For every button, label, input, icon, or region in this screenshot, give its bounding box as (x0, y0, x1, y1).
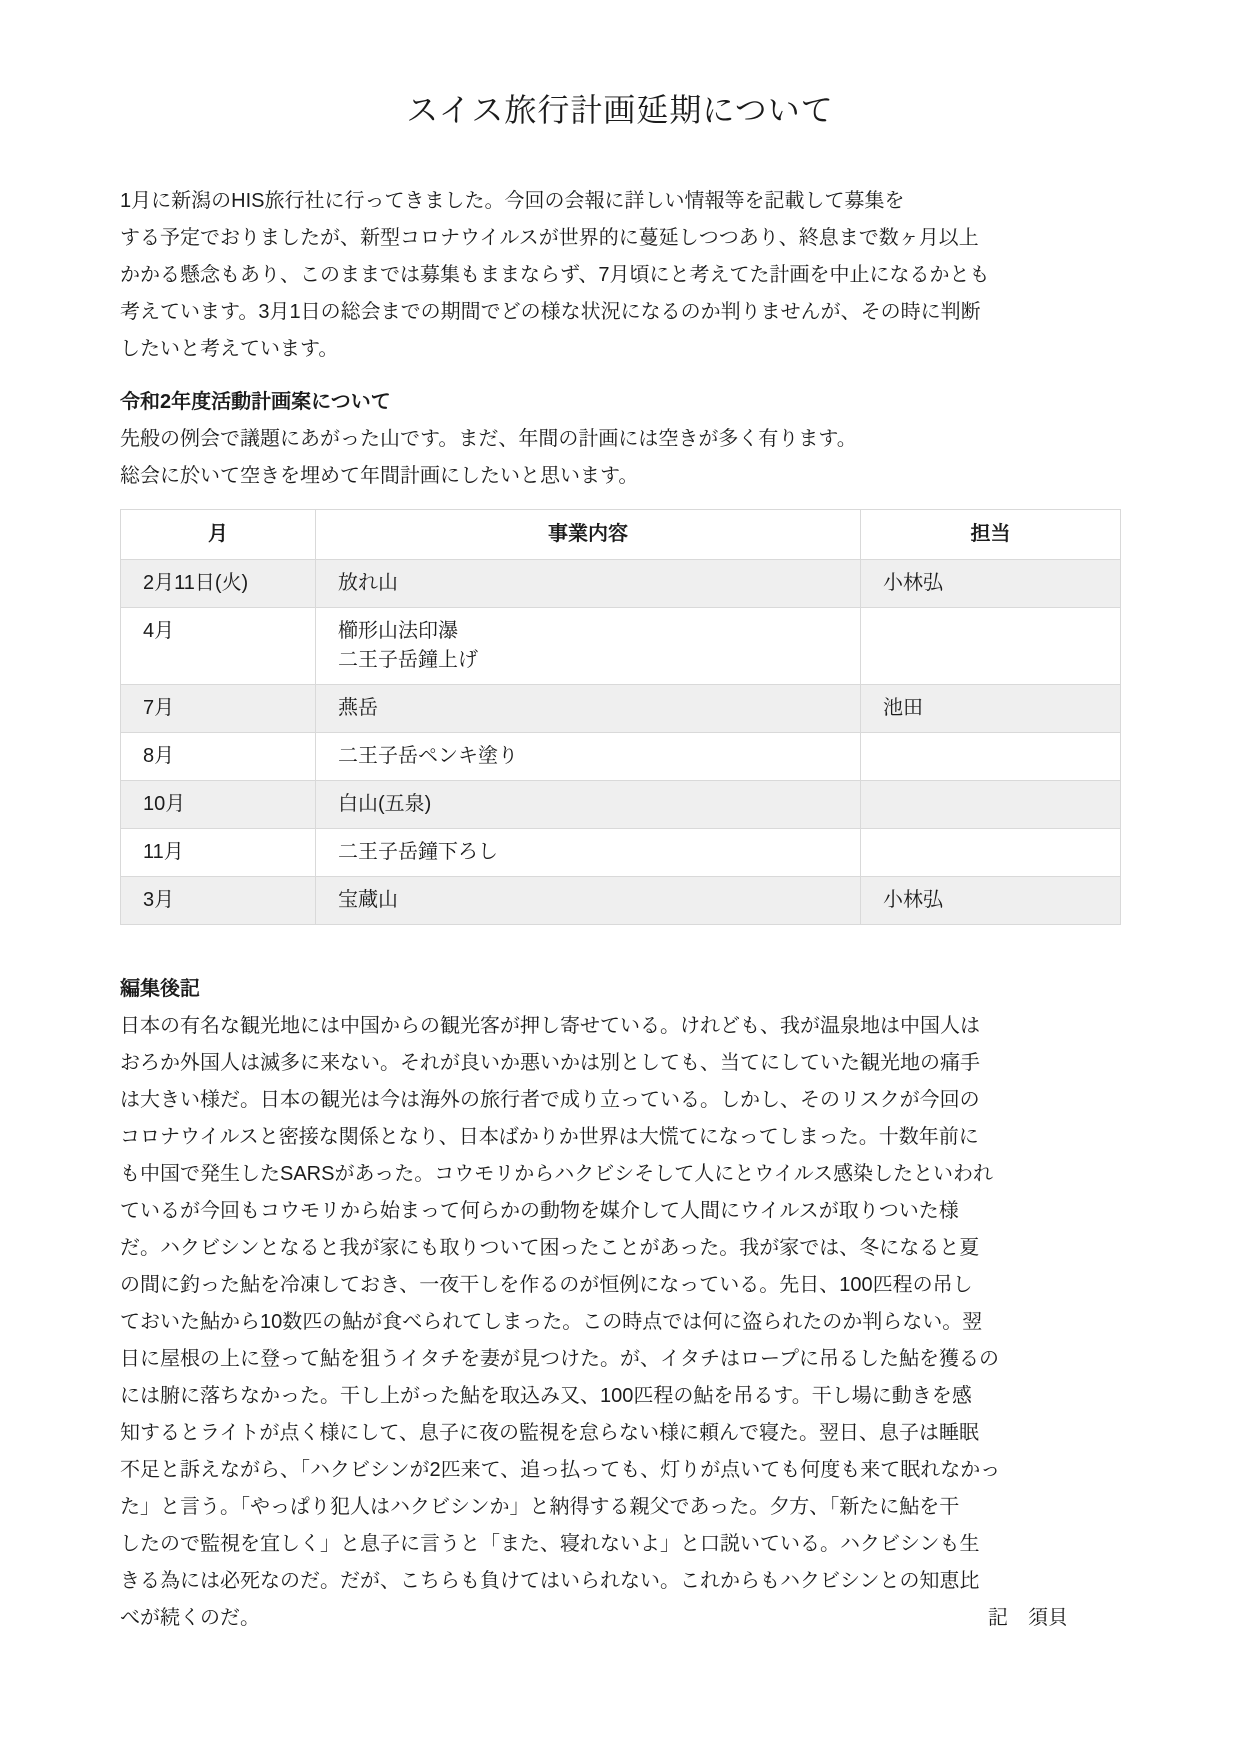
postscript-line: 日に屋根の上に登って鮎を狙うイタチを妻が見つけた。が、イタチはロープに吊るした鮎を獲るの (120, 1347, 999, 1370)
postscript-line: は大きい様だ。日本の観光は今は海外の旅行者で成り立っている。しかし、そのリスクが今回の (120, 1088, 980, 1111)
activity-plan-section (120, 384, 1120, 925)
intro-line: する予定でおりましたが、新型コロナウイルスが世界的に蔓延しつつあり、終息まで数ヶ月以上 (120, 226, 979, 249)
month-cell: 10月 (121, 780, 316, 828)
postscript-heading: 編集後記 (120, 977, 200, 1000)
person-cell (861, 828, 1121, 876)
table-header-row (121, 509, 1121, 559)
intro-line: かかる懸念もあり、このままでは募集もままならず、7月頃にと考えてた計画を中止になるかとも (120, 263, 990, 286)
table-row (121, 684, 1121, 732)
column-header-month: 月 (121, 509, 316, 559)
column-header-activity: 事業内容 (316, 509, 861, 559)
person-cell: 池田 (861, 684, 1121, 732)
postscript-paragraph (120, 1008, 1120, 1600)
person-cell (861, 780, 1121, 828)
postscript-line: したので監視を宜しく」と息子に言うと「また、寝れないよ」と口説いている。ハクビシンも生 (120, 1532, 980, 1555)
person-cell (861, 607, 1121, 684)
postscript-line: コロナウイルスと密接な関係となり、日本ばかりか世界は大慌てになってしまった。十数年前に (120, 1125, 979, 1148)
activity-cell: 燕岳 (316, 684, 861, 732)
postscript-line: べが続くのだ。 (120, 1606, 260, 1629)
postscript-line: の間に釣った鮎を冷凍しておき、一夜干しを作るのが恒例になっている。先日、100匹程の吊し (120, 1273, 973, 1296)
activity-cell (316, 607, 861, 684)
activity-plan-table (120, 509, 1121, 925)
person-cell: 小林弘 (861, 559, 1121, 607)
postscript-line: おろか外国人は滅多に来ない。それが良いか悪いかは別としても、当てにしていた観光地の痛手 (120, 1051, 980, 1074)
month-cell: 7月 (121, 684, 316, 732)
document-title: スイス旅行計画延期について (406, 92, 834, 128)
activity-cell: 宝蔵山 (316, 876, 861, 924)
intro-line: 1月に新潟のHIS旅行社に行ってきました。今回の会報に詳しい情報等を記載して募集を (120, 189, 905, 212)
table-row (121, 876, 1121, 924)
author-signature: 記 須貝 (988, 1606, 1068, 1629)
table-row (121, 828, 1121, 876)
activity-cell: 二王子岳ペンキ塗り (316, 732, 861, 780)
activity-cell: 放れ山 (316, 559, 861, 607)
column-header-person: 担当 (861, 509, 1121, 559)
postscript-line: 不足と訴えながら、「ハクビシンが2匹来て、追っ払っても、灯りが点いても何度も来て眠れなかっ (120, 1458, 1001, 1481)
intro-paragraph (120, 183, 1120, 368)
table-row (121, 732, 1121, 780)
postscript-line: た」と言う。「やっぱり犯人はハクビシンか」と納得する親父であった。夕方、「新たに鮎を干 (120, 1495, 960, 1518)
table-row (121, 780, 1121, 828)
activity-cell: 白山(五泉) (316, 780, 861, 828)
person-cell: 小林弘 (861, 876, 1121, 924)
month-cell: 4月 (121, 607, 316, 684)
activity-plan-note (120, 421, 1120, 495)
intro-line: したいと考えています。 (120, 337, 339, 360)
month-cell: 2月11日(火) (121, 559, 316, 607)
activity-plan-note-line: 先般の例会で議題にあがった山です。まだ、年間の計画には空きが多く有ります。 (120, 427, 857, 450)
postscript-line: ているが今回もコウモリから始まって何らかの動物を媒介して人間にウイルスが取りついた様 (120, 1199, 959, 1222)
postscript-line: きる為には必死なのだ。だが、こちらも負けてはいられない。これからもハクビシンとの知恵比 (120, 1569, 980, 1592)
postscript-line: 知するとライトが点く様にして、息子に夜の監視を怠らない様に頼んで寝た。翌日、息子は睡眠 (120, 1421, 979, 1444)
month-cell: 3月 (121, 876, 316, 924)
postscript-line: も中国で発生したSARSがあった。コウモリからハクビシそして人にとウイルス感染したといわれ (120, 1162, 994, 1185)
postscript-section (120, 971, 1120, 1637)
activity-plan-note-line: 総会に於いて空きを埋めて年間計画にしたいと思います。 (120, 464, 639, 487)
table-row (121, 607, 1121, 684)
activity-plan-heading: 令和2年度活動計画案について (120, 390, 391, 413)
postscript-line: ておいた鮎から10数匹の鮎が食べられてしまった。この時点では何に盗られたのか判らない。翌 (120, 1310, 983, 1333)
activity-cell: 二王子岳鐘下ろし (316, 828, 861, 876)
person-cell (861, 732, 1121, 780)
month-cell: 8月 (121, 732, 316, 780)
postscript-final-line (120, 1600, 1120, 1637)
activity-line: 櫛形山法印瀑 (338, 619, 458, 642)
postscript-line: 日本の有名な観光地には中国からの観光客が押し寄せている。けれども、我が温泉地は中国人は (120, 1014, 980, 1037)
postscript-line: だ。ハクビシンとなると我が家にも取りついて困ったことがあった。我が家では、冬になると夏 (120, 1236, 980, 1259)
month-cell: 11月 (121, 828, 316, 876)
postscript-line: には腑に落ちなかった。干し上がった鮎を取込み又、100匹程の鮎を吊るす。干し場に動きを感 (120, 1384, 972, 1407)
activity-line: 二王子岳鐘上げ (338, 648, 478, 671)
table-row (121, 559, 1121, 607)
intro-line: 考えています。3月1日の総会までの期間でどの様な状況になるのか判りませんが、その時に判断 (120, 300, 981, 323)
